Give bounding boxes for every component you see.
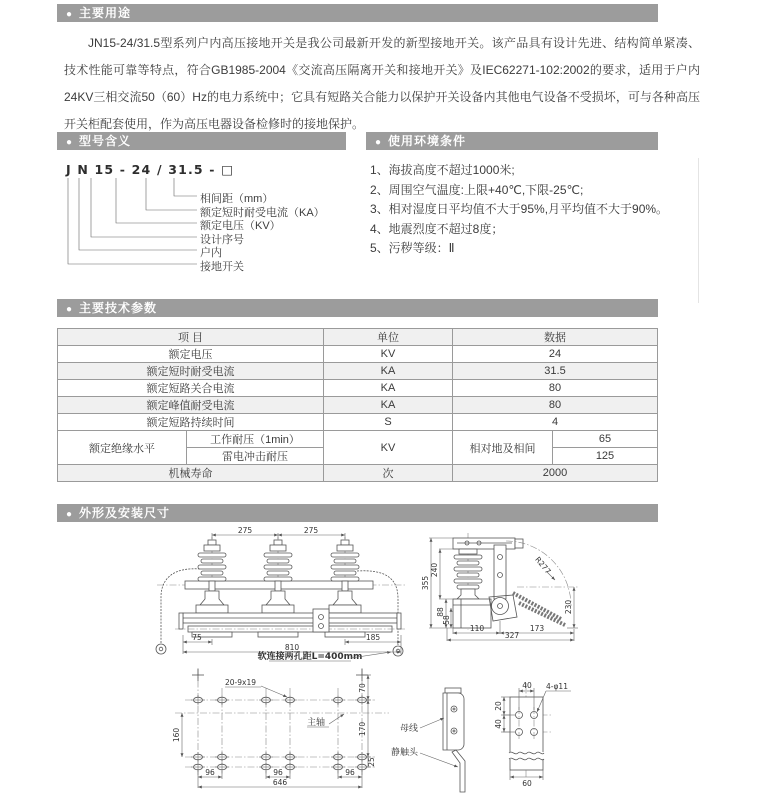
hole-spec-label: 20-9x19 (225, 678, 257, 687)
section-title: 型号含义 (79, 134, 132, 148)
section-title: 主要技术参数 (79, 301, 158, 315)
main-shaft-label: 主轴 (307, 718, 326, 728)
param-value: 80 (453, 397, 658, 414)
param-value: 4 (453, 414, 658, 431)
dim-label: 810 (284, 643, 300, 652)
dim-label: 170 (358, 721, 367, 737)
cable-note-label: 软连接两孔距L=400mm (257, 652, 363, 662)
table-row (58, 380, 658, 397)
param-unit: S (324, 414, 453, 431)
drive-column (494, 545, 506, 599)
param-scope: 相对地及相间 (453, 431, 553, 465)
param-sub-item: 工作耐压（1min） (187, 431, 324, 448)
hole-spec-label: 4-φ11 (546, 682, 568, 691)
section-header-model (57, 132, 346, 150)
dim-label: 60 (522, 779, 532, 788)
param-unit: KA (324, 363, 453, 380)
dim-label: 185 (365, 633, 381, 642)
dim-label: 58 (442, 615, 451, 625)
param-unit: KA (324, 397, 453, 414)
bullet-icon: ● (66, 509, 74, 520)
environment-item: 5、污秽等级：Ⅱ (370, 241, 455, 255)
plan-view-drawing (172, 668, 389, 788)
bullet-icon: ● (66, 304, 74, 315)
environment-item: 2、周围空气温度:上限+40℃,下限-25℃; (370, 182, 584, 197)
contact-bracket-drawing (391, 688, 465, 792)
technical-drawings (57, 525, 717, 800)
dim-label: R277 (533, 555, 553, 576)
dim-label: 96 (345, 768, 355, 777)
contact-blade (452, 750, 465, 792)
model-label: 额定短时耐受电流（KA） (200, 206, 325, 219)
param-value: 31.5 (453, 363, 658, 380)
section-header-dimensions (57, 504, 658, 522)
param-unit: KV (324, 431, 453, 465)
section-header-parameters (57, 299, 658, 317)
col-header-item: 项 目 (58, 329, 324, 346)
model-code: J N 15 - 24 / 31.5 - □ (66, 162, 233, 177)
param-value: 125 (553, 448, 658, 465)
bullet-icon: ● (66, 9, 74, 20)
dim-label: 96 (273, 768, 283, 777)
table-row (58, 346, 658, 363)
model-label: 接地开关 (200, 260, 244, 273)
section-header-environment (366, 132, 658, 150)
table-row (58, 397, 658, 414)
param-unit: KA (324, 380, 453, 397)
static-contact-label: 静触头 (390, 748, 418, 758)
model-label: 额定电压（KV） (200, 220, 281, 232)
bullet-icon: ● (375, 137, 383, 148)
param-item: 额定短时耐受电流 (58, 363, 324, 380)
spring (513, 593, 561, 619)
param-unit: 次 (324, 465, 453, 482)
dim-label: 646 (272, 778, 288, 787)
dim-label: 327 (504, 631, 520, 640)
param-item: 额定峰值耐受电流 (58, 397, 324, 414)
environment-item: 4、地震烈度不超过8度； (370, 221, 504, 236)
dim-label: 275 (237, 526, 253, 535)
section-title: 使用环境条件 (388, 134, 467, 148)
pivot (492, 598, 509, 615)
param-value: 80 (453, 380, 658, 397)
page-edge-line (698, 158, 699, 303)
param-item: 额定短路持续时间 (58, 414, 324, 431)
model-label: 户内 (200, 247, 222, 259)
dim-label: 160 (172, 727, 181, 743)
section-header-usage (57, 4, 658, 22)
table-row (58, 363, 658, 380)
param-item: 额定短路关合电流 (58, 380, 324, 397)
section-title: 外形及安装尺寸 (79, 506, 171, 520)
model-tree-lines (68, 178, 197, 264)
table-header-row (58, 329, 658, 346)
param-item: 额定电压 (58, 346, 324, 363)
parameters-table (57, 328, 658, 482)
dim-label: 173 (529, 624, 545, 633)
model-label: 设计序号 (200, 233, 244, 246)
dim-label: 355 (421, 575, 430, 591)
environment-item: 3、相对湿度日平均值不大于95%,月平均值不大于90%。 (370, 202, 669, 216)
model-label: 相间距（mm） (200, 193, 274, 205)
section-title: 主要用途 (79, 6, 132, 20)
dim-label: 40 (494, 719, 503, 729)
dim-label: 230 (564, 599, 573, 615)
dim-label: 88 (436, 607, 445, 617)
table-row (58, 465, 658, 482)
usage-paragraph: JN15-24/31.5型系列户内高压接地开关是我公司最新开发的新型接地开关。该产品具有设计先进、结构简单紧凑、技术性能可靠等特点，符合GB1985-2004《交流高压隔离开关和接地开关》及IEC62271-102:2002的要求，适用于户内24KV三相交流50（60）Hz的电力系统中；它具有短路关合能力以保护开关设备内其他电气设备不受损坏，可与各种高压开关柜配套使用，作为高压电器设备检修时的接地保护。 (64, 36, 700, 131)
param-value: 65 (553, 431, 658, 448)
table-row-insulation-1 (58, 431, 658, 448)
param-value: 24 (453, 346, 658, 363)
dim-label: 25 (367, 757, 376, 767)
col-header-unit: 单位 (324, 329, 453, 346)
environment-item: 1、海拔高度不超过1000米; (370, 163, 515, 177)
bullet-icon: ● (66, 137, 74, 148)
param-unit: KV (324, 346, 453, 363)
front-view-drawing (156, 526, 407, 662)
dim-label: 75 (192, 633, 202, 642)
dim-label: 96 (205, 768, 215, 777)
table-row (58, 414, 658, 431)
dim-label: 110 (469, 624, 485, 633)
cable-terminal (156, 644, 166, 654)
cable-terminal (393, 646, 403, 656)
param-value: 2000 (453, 465, 658, 482)
dim-label: 70 (358, 683, 367, 693)
param-item: 额定绝缘水平 (58, 431, 187, 465)
busbar-label: 母线 (399, 724, 418, 734)
dim-label: 275 (303, 526, 319, 535)
param-item: 机械寿命 (58, 465, 324, 482)
dim-label: 40 (522, 681, 532, 690)
dim-label: 20 (494, 701, 503, 711)
spring (519, 603, 565, 625)
side-view-drawing (421, 533, 578, 641)
col-header-value: 数据 (453, 329, 658, 346)
drilling-plate-drawing (494, 681, 571, 788)
param-sub-item: 雷电冲击耐压 (187, 448, 324, 465)
dim-label: 240 (430, 562, 439, 578)
